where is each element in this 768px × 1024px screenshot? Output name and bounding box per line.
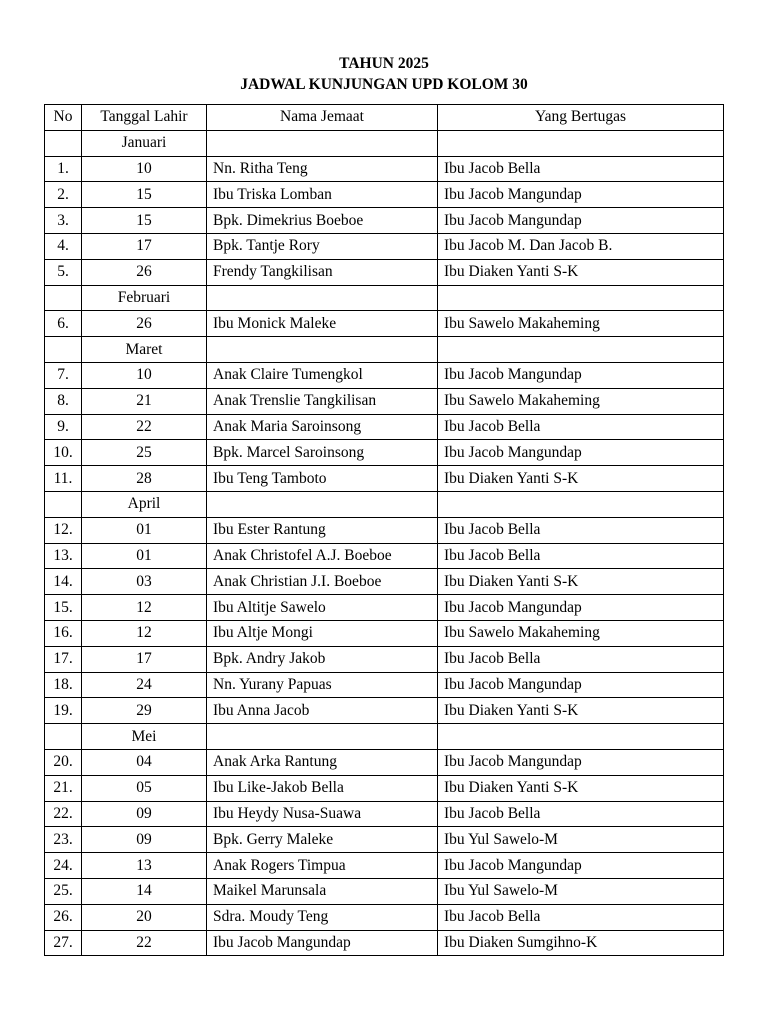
birth-date: 29 bbox=[82, 698, 207, 724]
birth-date: 12 bbox=[82, 595, 207, 621]
assigned-person: Ibu Diaken Yanti S-K bbox=[438, 698, 724, 724]
row-number: 27. bbox=[45, 930, 82, 956]
birth-date: 15 bbox=[82, 208, 207, 234]
member-name: Anak Christian J.I. Boeboe bbox=[207, 569, 438, 595]
table-row bbox=[45, 569, 724, 595]
month-row bbox=[45, 130, 724, 156]
table-row bbox=[45, 156, 724, 182]
row-number: 19. bbox=[45, 698, 82, 724]
month-no-cell bbox=[45, 724, 82, 750]
month-label: Februari bbox=[82, 285, 207, 311]
row-number: 10. bbox=[45, 440, 82, 466]
table-row bbox=[45, 440, 724, 466]
row-number: 4. bbox=[45, 233, 82, 259]
assigned-person: Ibu Jacob Bella bbox=[438, 414, 724, 440]
table-row bbox=[45, 827, 724, 853]
member-name: Anak Rogers Timpua bbox=[207, 853, 438, 879]
table-row bbox=[45, 259, 724, 285]
row-number: 16. bbox=[45, 620, 82, 646]
month-label: April bbox=[82, 491, 207, 517]
birth-date: 10 bbox=[82, 362, 207, 388]
birth-date: 03 bbox=[82, 569, 207, 595]
birth-date: 14 bbox=[82, 878, 207, 904]
visit-schedule-table bbox=[44, 104, 724, 956]
row-number: 26. bbox=[45, 904, 82, 930]
member-name: Ibu Anna Jacob bbox=[207, 698, 438, 724]
birth-date: 15 bbox=[82, 182, 207, 208]
table-row bbox=[45, 801, 724, 827]
member-name: Bpk. Andry Jakob bbox=[207, 646, 438, 672]
table-row bbox=[45, 698, 724, 724]
birth-date: 01 bbox=[82, 543, 207, 569]
row-number: 22. bbox=[45, 801, 82, 827]
document-title bbox=[0, 53, 768, 95]
table-row bbox=[45, 646, 724, 672]
header-member-name: Nama Jemaat bbox=[207, 105, 438, 131]
birth-date: 25 bbox=[82, 440, 207, 466]
month-duty-cell bbox=[438, 285, 724, 311]
birth-date: 21 bbox=[82, 388, 207, 414]
title-year: TAHUN 2025 bbox=[339, 55, 429, 72]
assigned-person: Ibu Jacob Mangundap bbox=[438, 208, 724, 234]
member-name: Ibu Ester Rantung bbox=[207, 517, 438, 543]
member-name: Anak Maria Saroinsong bbox=[207, 414, 438, 440]
member-name: Sdra. Moudy Teng bbox=[207, 904, 438, 930]
assigned-person: Ibu Jacob Bella bbox=[438, 156, 724, 182]
month-label: Januari bbox=[82, 130, 207, 156]
row-number: 8. bbox=[45, 388, 82, 414]
assigned-person: Ibu Sawelo Makaheming bbox=[438, 311, 724, 337]
row-number: 18. bbox=[45, 672, 82, 698]
table-row bbox=[45, 749, 724, 775]
birth-date: 12 bbox=[82, 620, 207, 646]
table-row bbox=[45, 233, 724, 259]
assigned-person: Ibu Jacob Mangundap bbox=[438, 362, 724, 388]
member-name: Bpk. Tantje Rory bbox=[207, 233, 438, 259]
assigned-person: Ibu Jacob Mangundap bbox=[438, 440, 724, 466]
month-no-cell bbox=[45, 491, 82, 517]
row-number: 9. bbox=[45, 414, 82, 440]
row-number: 6. bbox=[45, 311, 82, 337]
assigned-person: Ibu Diaken Yanti S-K bbox=[438, 466, 724, 492]
table-row bbox=[45, 466, 724, 492]
table-row bbox=[45, 208, 724, 234]
birth-date: 05 bbox=[82, 775, 207, 801]
month-no-cell bbox=[45, 337, 82, 363]
birth-date: 01 bbox=[82, 517, 207, 543]
assigned-person: Ibu Diaken Yanti S-K bbox=[438, 569, 724, 595]
title-heading: JADWAL KUNJUNGAN UPD KOLOM 30 bbox=[240, 76, 528, 93]
member-name: Anak Christofel A.J. Boeboe bbox=[207, 543, 438, 569]
birth-date: 04 bbox=[82, 749, 207, 775]
row-number: 21. bbox=[45, 775, 82, 801]
birth-date: 24 bbox=[82, 672, 207, 698]
month-row bbox=[45, 337, 724, 363]
row-number: 24. bbox=[45, 853, 82, 879]
assigned-person: Ibu Jacob Bella bbox=[438, 646, 724, 672]
assigned-person: Ibu Jacob Mangundap bbox=[438, 853, 724, 879]
table-row bbox=[45, 904, 724, 930]
month-duty-cell bbox=[438, 491, 724, 517]
birth-date: 10 bbox=[82, 156, 207, 182]
assigned-person: Ibu Yul Sawelo-M bbox=[438, 878, 724, 904]
member-name: Frendy Tangkilisan bbox=[207, 259, 438, 285]
row-number: 3. bbox=[45, 208, 82, 234]
row-number: 12. bbox=[45, 517, 82, 543]
month-row bbox=[45, 724, 724, 750]
assigned-person: Ibu Jacob Bella bbox=[438, 801, 724, 827]
row-number: 11. bbox=[45, 466, 82, 492]
row-number: 5. bbox=[45, 259, 82, 285]
birth-date: 28 bbox=[82, 466, 207, 492]
assigned-person: Ibu Jacob Bella bbox=[438, 543, 724, 569]
birth-date: 17 bbox=[82, 233, 207, 259]
month-label: Mei bbox=[82, 724, 207, 750]
member-name: Ibu Monick Maleke bbox=[207, 311, 438, 337]
assigned-person: Ibu Diaken Sumgihno-K bbox=[438, 930, 724, 956]
birth-date: 22 bbox=[82, 930, 207, 956]
table-row bbox=[45, 517, 724, 543]
month-name-cell bbox=[207, 130, 438, 156]
assigned-person: Ibu Sawelo Makaheming bbox=[438, 388, 724, 414]
birth-date: 13 bbox=[82, 853, 207, 879]
member-name: Anak Trenslie Tangkilisan bbox=[207, 388, 438, 414]
row-number: 17. bbox=[45, 646, 82, 672]
month-duty-cell bbox=[438, 337, 724, 363]
table-row bbox=[45, 362, 724, 388]
table-row bbox=[45, 595, 724, 621]
row-number: 15. bbox=[45, 595, 82, 621]
table-row bbox=[45, 620, 724, 646]
member-name: Ibu Teng Tamboto bbox=[207, 466, 438, 492]
header-no: No bbox=[45, 105, 82, 131]
table-row bbox=[45, 853, 724, 879]
member-name: Ibu Jacob Mangundap bbox=[207, 930, 438, 956]
assigned-person: Ibu Diaken Yanti S-K bbox=[438, 259, 724, 285]
table-row bbox=[45, 414, 724, 440]
birth-date: 22 bbox=[82, 414, 207, 440]
assigned-person: Ibu Jacob Mangundap bbox=[438, 749, 724, 775]
table-row bbox=[45, 930, 724, 956]
header-birth-date: Tanggal Lahir bbox=[82, 105, 207, 131]
header-assigned-person: Yang Bertugas bbox=[438, 105, 724, 131]
member-name: Bpk. Dimekrius Boeboe bbox=[207, 208, 438, 234]
row-number: 2. bbox=[45, 182, 82, 208]
birth-date: 09 bbox=[82, 801, 207, 827]
member-name: Bpk. Marcel Saroinsong bbox=[207, 440, 438, 466]
table-row bbox=[45, 672, 724, 698]
member-name: Ibu Like-Jakob Bella bbox=[207, 775, 438, 801]
month-name-cell bbox=[207, 337, 438, 363]
birth-date: 26 bbox=[82, 311, 207, 337]
birth-date: 20 bbox=[82, 904, 207, 930]
month-no-cell bbox=[45, 285, 82, 311]
table-row bbox=[45, 543, 724, 569]
assigned-person: Ibu Jacob Bella bbox=[438, 517, 724, 543]
month-duty-cell bbox=[438, 130, 724, 156]
member-name: Anak Arka Rantung bbox=[207, 749, 438, 775]
month-row bbox=[45, 285, 724, 311]
row-number: 7. bbox=[45, 362, 82, 388]
row-number: 20. bbox=[45, 749, 82, 775]
row-number: 14. bbox=[45, 569, 82, 595]
member-name: Ibu Heydy Nusa-Suawa bbox=[207, 801, 438, 827]
assigned-person: Ibu Sawelo Makaheming bbox=[438, 620, 724, 646]
month-name-cell bbox=[207, 491, 438, 517]
month-row bbox=[45, 491, 724, 517]
assigned-person: Ibu Diaken Yanti S-K bbox=[438, 775, 724, 801]
table-body bbox=[45, 130, 724, 956]
member-name: Nn. Yurany Papuas bbox=[207, 672, 438, 698]
month-name-cell bbox=[207, 724, 438, 750]
table-row bbox=[45, 311, 724, 337]
row-number: 1. bbox=[45, 156, 82, 182]
month-name-cell bbox=[207, 285, 438, 311]
row-number: 13. bbox=[45, 543, 82, 569]
table-row bbox=[45, 878, 724, 904]
member-name: Maikel Marunsala bbox=[207, 878, 438, 904]
row-number: 23. bbox=[45, 827, 82, 853]
member-name: Bpk. Gerry Maleke bbox=[207, 827, 438, 853]
table-header-row bbox=[45, 105, 724, 131]
member-name: Ibu Altje Mongi bbox=[207, 620, 438, 646]
birth-date: 09 bbox=[82, 827, 207, 853]
assigned-person: Ibu Jacob M. Dan Jacob B. bbox=[438, 233, 724, 259]
member-name: Anak Claire Tumengkol bbox=[207, 362, 438, 388]
month-duty-cell bbox=[438, 724, 724, 750]
assigned-person: Ibu Yul Sawelo-M bbox=[438, 827, 724, 853]
member-name: Nn. Ritha Teng bbox=[207, 156, 438, 182]
table-row bbox=[45, 388, 724, 414]
month-label: Maret bbox=[82, 337, 207, 363]
assigned-person: Ibu Jacob Mangundap bbox=[438, 595, 724, 621]
assigned-person: Ibu Jacob Mangundap bbox=[438, 182, 724, 208]
member-name: Ibu Triska Lomban bbox=[207, 182, 438, 208]
row-number: 25. bbox=[45, 878, 82, 904]
table-row bbox=[45, 775, 724, 801]
birth-date: 26 bbox=[82, 259, 207, 285]
table-row bbox=[45, 182, 724, 208]
birth-date: 17 bbox=[82, 646, 207, 672]
member-name: Ibu Altitje Sawelo bbox=[207, 595, 438, 621]
assigned-person: Ibu Jacob Bella bbox=[438, 904, 724, 930]
month-no-cell bbox=[45, 130, 82, 156]
assigned-person: Ibu Jacob Mangundap bbox=[438, 672, 724, 698]
